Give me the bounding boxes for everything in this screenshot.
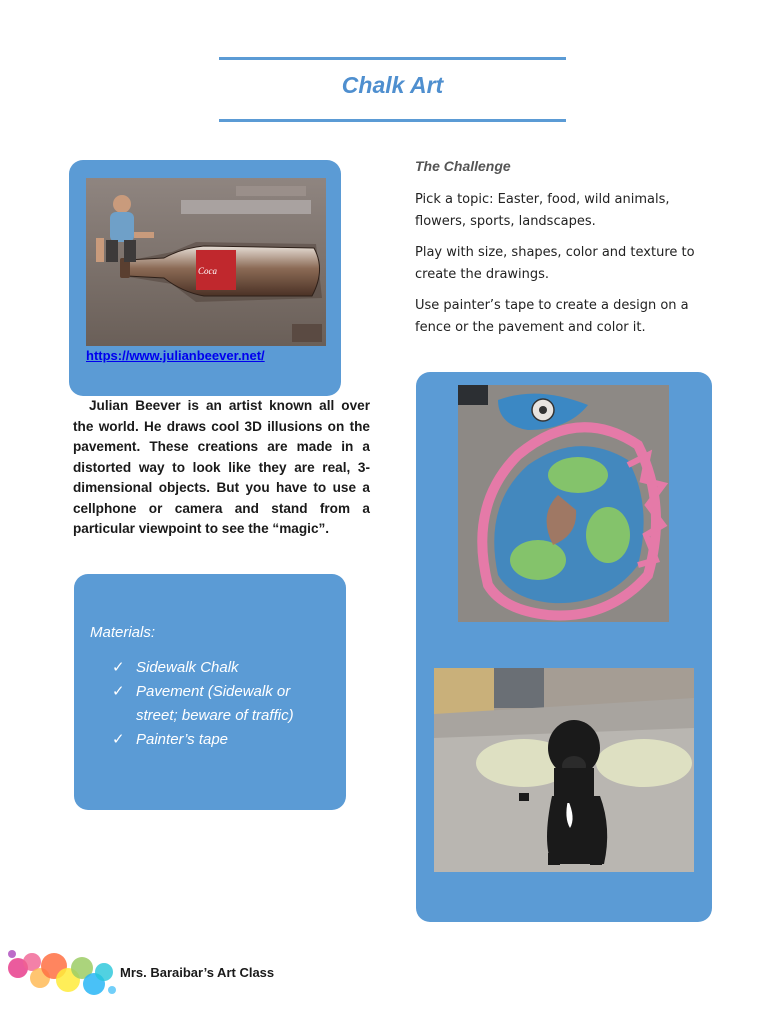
materials-item bbox=[112, 728, 322, 752]
challenge-paragraph: Use painter’s tape to create a design on a fence or the pavement and color it. bbox=[415, 298, 689, 335]
intro-paragraph: Julian Beever is an artist known all over the world. He draws cool 3D illusions on the pavement. These creations are made in a distorted way to look like they are real, 3-dimensional objects. But you have to use a cellphone or camera and stand from a particular viewpoint to see the “magic”. bbox=[73, 398, 370, 536]
paint-splash-logo bbox=[4, 940, 120, 1008]
julianbeever-link[interactable]: https://www.julianbeever.net/ bbox=[86, 348, 265, 363]
checkmark-icon: ✓ bbox=[112, 683, 125, 700]
challenge-paragraph: Play with size, shapes, color and texture to create the drawings. bbox=[415, 245, 695, 282]
chalk-chameleon-photo bbox=[458, 385, 669, 622]
dog-with-chalk-wings-photo bbox=[434, 668, 694, 872]
checkmark-icon: ✓ bbox=[112, 659, 125, 676]
challenge-heading: The Challenge bbox=[415, 158, 511, 174]
challenge-paragraph: Pick a topic: Easter, food, wild animals, flowers, sports, landscapes. bbox=[415, 192, 670, 229]
materials-item-label: Sidewalk Chalk bbox=[136, 659, 239, 676]
materials-heading: Materials: bbox=[90, 624, 156, 641]
materials-list bbox=[112, 656, 322, 752]
page-title: Chalk Art bbox=[341, 72, 444, 98]
materials-item-label: Painter’s tape bbox=[136, 731, 229, 748]
checkmark-icon: ✓ bbox=[112, 731, 125, 748]
coca-cola-illusion-photo bbox=[86, 178, 326, 346]
materials-item bbox=[112, 680, 322, 728]
materials-item bbox=[112, 656, 322, 680]
footer-class-name: Mrs. Baraibar’s Art Class bbox=[120, 965, 275, 980]
materials-item-label: Pavement (Sidewalk or street; beware of traffic) bbox=[136, 683, 294, 724]
title-rule-top bbox=[219, 57, 566, 60]
title-rule-bottom bbox=[219, 119, 566, 122]
svg-text:Coca: Coca bbox=[198, 266, 217, 276]
